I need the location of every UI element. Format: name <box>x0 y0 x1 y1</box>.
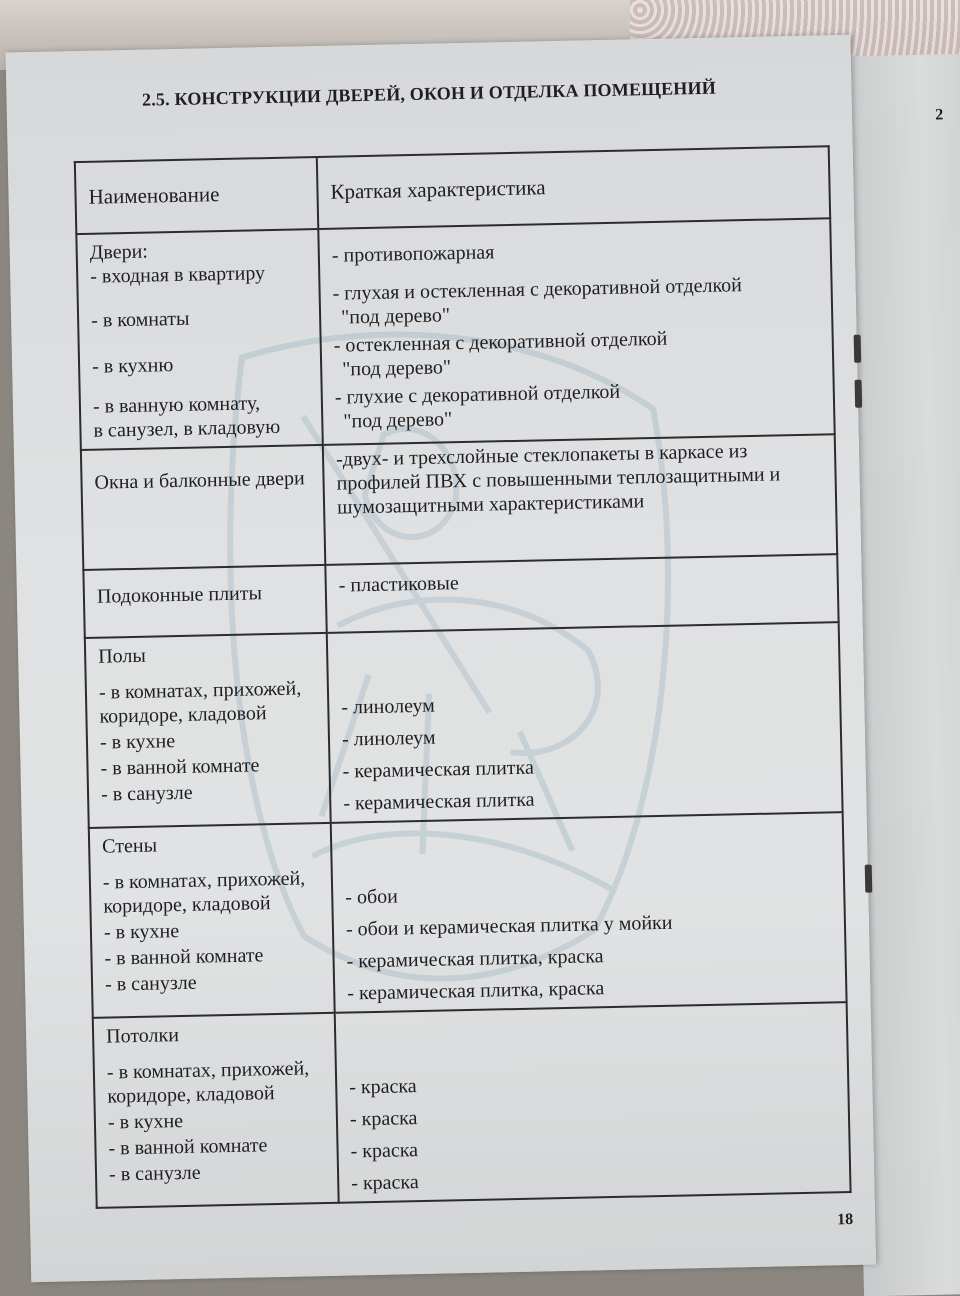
doors-desc-rooms-1: - глухая и остекленная с декоративной отделкой <box>332 274 743 305</box>
walls-desc-kitchen: - обои и керамическая плитка у мойки <box>345 911 673 941</box>
walls-item-toilet: - в санузле <box>104 971 197 996</box>
doors-item-bathroom: - в ванную комнату, в санузел, в кладовую <box>92 392 281 442</box>
facing-page-number: 2 <box>935 106 944 124</box>
doors-item-kitchen: - в кухню <box>91 354 174 378</box>
ceilings-desc-kitchen: - краска <box>349 1107 418 1131</box>
floors-item-toilet: - в санузле <box>100 781 193 806</box>
ceilings-desc-bathroom: - краска <box>350 1139 419 1163</box>
binding-staple <box>865 865 873 893</box>
doors-desc-cell <box>318 218 834 445</box>
ceilings-name-cell <box>93 1013 339 1208</box>
ceilings-title: Потолки <box>105 1024 180 1048</box>
ceilings-item-toilet: - в санузле <box>108 1161 201 1186</box>
floors-desc-cell <box>327 622 843 823</box>
table-row-doors <box>76 218 834 450</box>
table-row-ceilings <box>93 1002 851 1208</box>
ceilings-desc-toilet: - краска <box>351 1171 419 1195</box>
binding-staple <box>854 335 862 363</box>
sills-desc-cell: - пластиковые <box>325 554 838 633</box>
floors-title: Полы <box>97 644 147 668</box>
ceilings-item-kitchen: - в кухне <box>107 1110 184 1134</box>
doors-title: Двери: <box>89 240 149 264</box>
binding-staple <box>855 380 863 408</box>
walls-item-kitchen: - в кухне <box>103 920 180 944</box>
doors-desc-rooms-2: "под дерево" <box>340 304 451 329</box>
doors-item-entrance: - входная в квартиру <box>90 262 266 288</box>
table-row-floors <box>85 622 843 828</box>
doors-desc-kitchen-1: - остекленная с декоративной отделкой <box>333 327 668 357</box>
floors-name-cell <box>85 633 331 828</box>
specification-table <box>74 145 852 1209</box>
doors-desc-bathroom-1: - глухие с декоративной отделкой <box>334 380 621 409</box>
floors-item-rooms: - в комнатах, прихожей, коридоре, кладовой <box>98 677 302 728</box>
floors-desc-rooms: - линолеум <box>341 694 436 719</box>
windows-name-cell: Окна и балконные двери <box>81 445 325 570</box>
walls-name-cell <box>89 823 335 1018</box>
floors-item-bathroom: - в ванной комнате <box>100 754 260 780</box>
table-row-windows <box>81 434 837 570</box>
doors-desc-entrance: - противопожарная <box>331 241 495 267</box>
walls-desc-cell <box>331 812 847 1013</box>
windows-desc-cell: -двух- и трехслойные стеклопакеты в каркасе из профилей ПВХ с повышенными теплозащитными и шумозащитными характеристиками <box>323 434 837 565</box>
walls-desc-rooms: - обои <box>345 885 399 909</box>
walls-desc-bathroom: - керамическая плитка, краска <box>346 945 604 973</box>
header-description: Краткая характеристика <box>317 146 830 229</box>
floors-desc-toilet: - керамическая плитка <box>343 788 535 815</box>
doors-item-rooms: - в комнаты <box>90 307 190 332</box>
ceilings-item-bathroom: - в ванной комнате <box>108 1134 268 1160</box>
header-name: Наименование <box>75 157 318 234</box>
doors-desc-kitchen-2: "под дерево" <box>342 356 452 381</box>
ceilings-item-rooms: - в комнатах, прихожей, коридоре, кладовой <box>106 1057 310 1108</box>
doors-desc-bathroom-2: "под дерево" <box>343 408 453 433</box>
page-number: 18 <box>836 1211 854 1229</box>
ceilings-desc-rooms: - краска <box>349 1075 417 1099</box>
sills-name-cell: Подоконные плиты <box>83 565 326 638</box>
walls-title: Стены <box>101 834 158 858</box>
ceilings-desc-cell <box>335 1002 851 1203</box>
walls-item-rooms: - в комнатах, прихожей, коридоре, кладовой <box>102 867 306 918</box>
floors-desc-kitchen: - линолеум <box>341 726 436 751</box>
walls-desc-toilet: - керамическая плитка, краска <box>347 977 605 1005</box>
section-title: 2.5. КОНСТРУКЦИИ ДВЕРЕЙ, ОКОН И ОТДЕЛКА ПОМЕЩЕНИЙ <box>141 77 717 110</box>
floors-item-kitchen: - в кухне <box>99 730 176 754</box>
table-row-walls <box>89 812 847 1018</box>
floors-desc-bathroom: - керамическая плитка <box>342 756 535 783</box>
document-page <box>6 35 877 1282</box>
doors-name-cell <box>76 229 322 450</box>
walls-item-bathroom: - в ванной комнате <box>104 944 264 970</box>
